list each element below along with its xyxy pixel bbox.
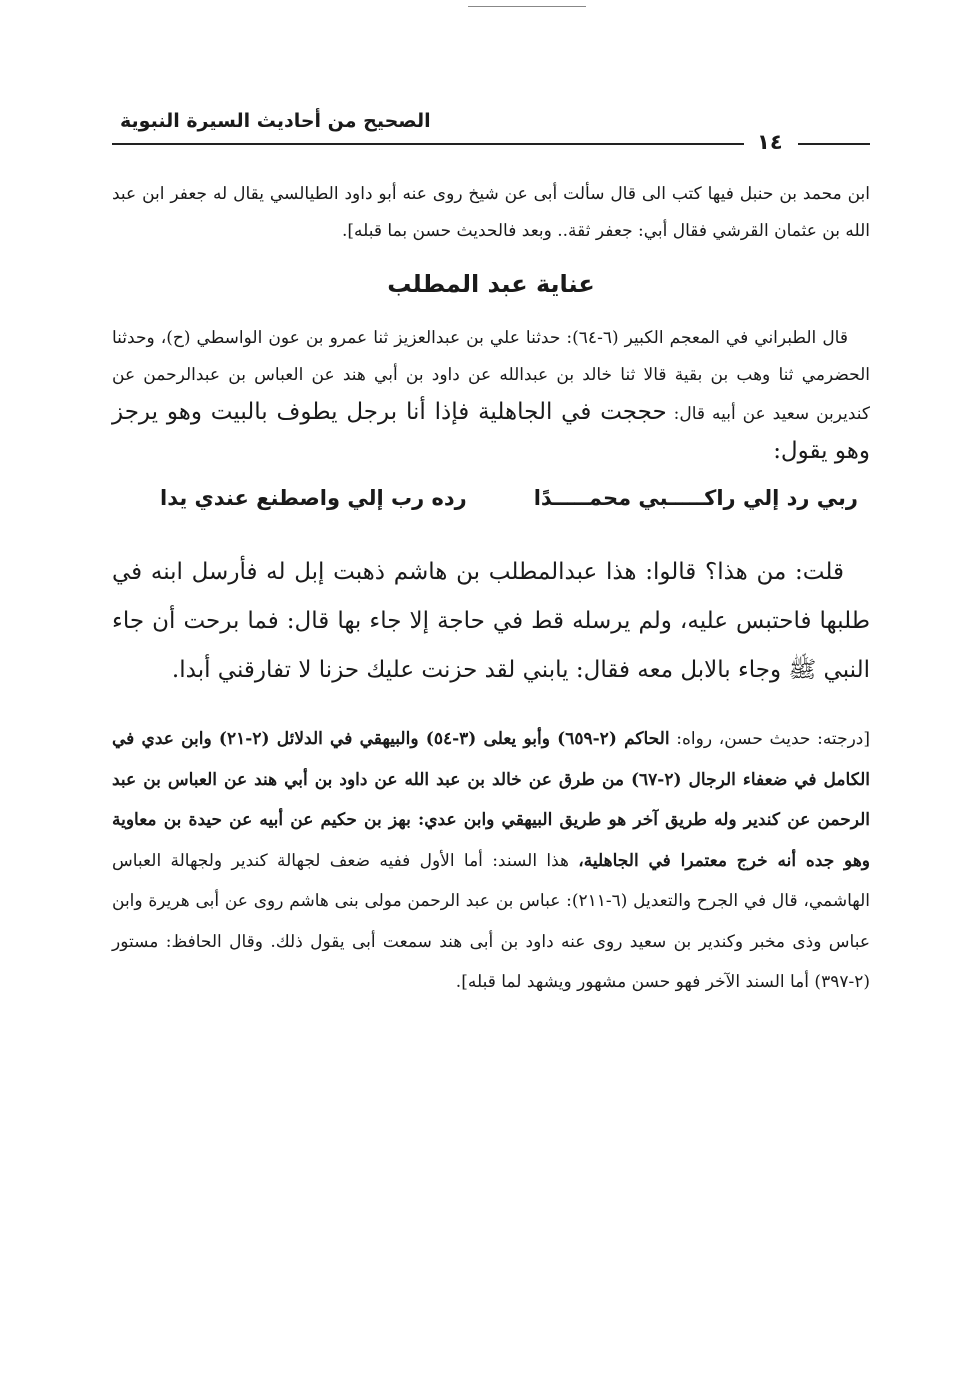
takhrij-paragraph	[112, 719, 870, 1003]
takhrij-analysis: هذا السند: أما الأول ففيه ضعف لجهالة كندير ولجهالة العباس الهاشمي، قال في الجرح والتعديل (٦-٢١١): عباس بن عبد الرحمن مولى بنى هاشم روى عن أبى هريرة وابن عباس وذى مخبر وكندير بن سعيد روى عنه داود بن أبى هند سمعت أبى يقول ذلك. وقال الحافظ: مستور (٢-٣٩٧) أما السند الآخر فهو حسن مشهور ويشهد لما قبله].	[112, 850, 870, 992]
matn-text: حججت في الجاهلية فإذا أنا برجل يطوف بالبيت وهو يرجز وهو يقول:	[112, 399, 870, 464]
header-rule-right	[798, 143, 870, 145]
story-paragraph: قلت: من هذا؟ قالوا: هذا عبدالمطلب بن هاشم ذهبت إبل له فأرسل ابنه في طلبها فاحتبس عليه، ولم يرسله قط في حاجة إلا جاء بها قال: فما برحت أن جاء النبي ﷺ وجاء بالابل معه فقال: يابني لقد حزنت عليك حزنا لا تفارقني أبدا.	[112, 559, 870, 683]
verse-first-hemistich: ربي رد إلي راكـــــبي محمـــــدًا	[533, 486, 858, 510]
page-header	[112, 110, 872, 154]
page-number: ١٤	[757, 130, 783, 154]
header-rule-left	[112, 143, 744, 145]
section-title: عناية عبد المطلب	[387, 270, 595, 298]
verse-second-hemistich: رده رب إلي واصطنع عندي يدا	[160, 486, 467, 510]
poetry-verse	[112, 472, 870, 532]
hadith-paragraph	[112, 320, 870, 472]
takhrij-sources: الحاكم (٢-٦٥٩) وأبو يعلى (٣-٥٤) والبيهقي في الدلائل (٢-٢١) وابن عدي في الكامل في ضعفاء الرجال (٢-٦٧) من طرق عن خالد بن عبد الله عن داود بن أبي هند عن العباس بن عبد الرحمن عن كندير وله طريق آخر هو طريق البيهقي وابن عدي: بهز بن حكيم عن أبيه عن حيدة بن معاوية وهو جده أنه خرج معتمرا في الجاهلية،	[112, 729, 870, 871]
takhrij-lead: [درجته: حديث حسن، رواه:	[676, 729, 870, 749]
top-rule	[468, 6, 586, 7]
page-body	[112, 176, 870, 1003]
running-title: الصحيح من أحاديث السيرة النبوية	[120, 110, 431, 132]
intro-paragraph: ابن محمد بن حنبل فيها كتب الى قال سألت أبى عن شيخ روى عنه أبو داود الطيالسي يقال له جعفر ابن عبد الله بن عثمان القرشي فقال أبي: جعفر ثقة.. وبعد فالحديث حسن بما قبله].	[112, 184, 870, 241]
isnad-text: قال الطبراني في المعجم الكبير (٦-٦٤): حدثنا علي بن عبدالعزيز ثنا عمرو بن عون الواسطي (ح)، وحدثنا الحضرمي ثنا وهب بن بقية قالا ثنا خالد بن عبدالله عن داود بن أبي هند عن العباس بن عبدالرحمن عن كنديربن سعيد عن أبيه قال:	[112, 328, 871, 424]
